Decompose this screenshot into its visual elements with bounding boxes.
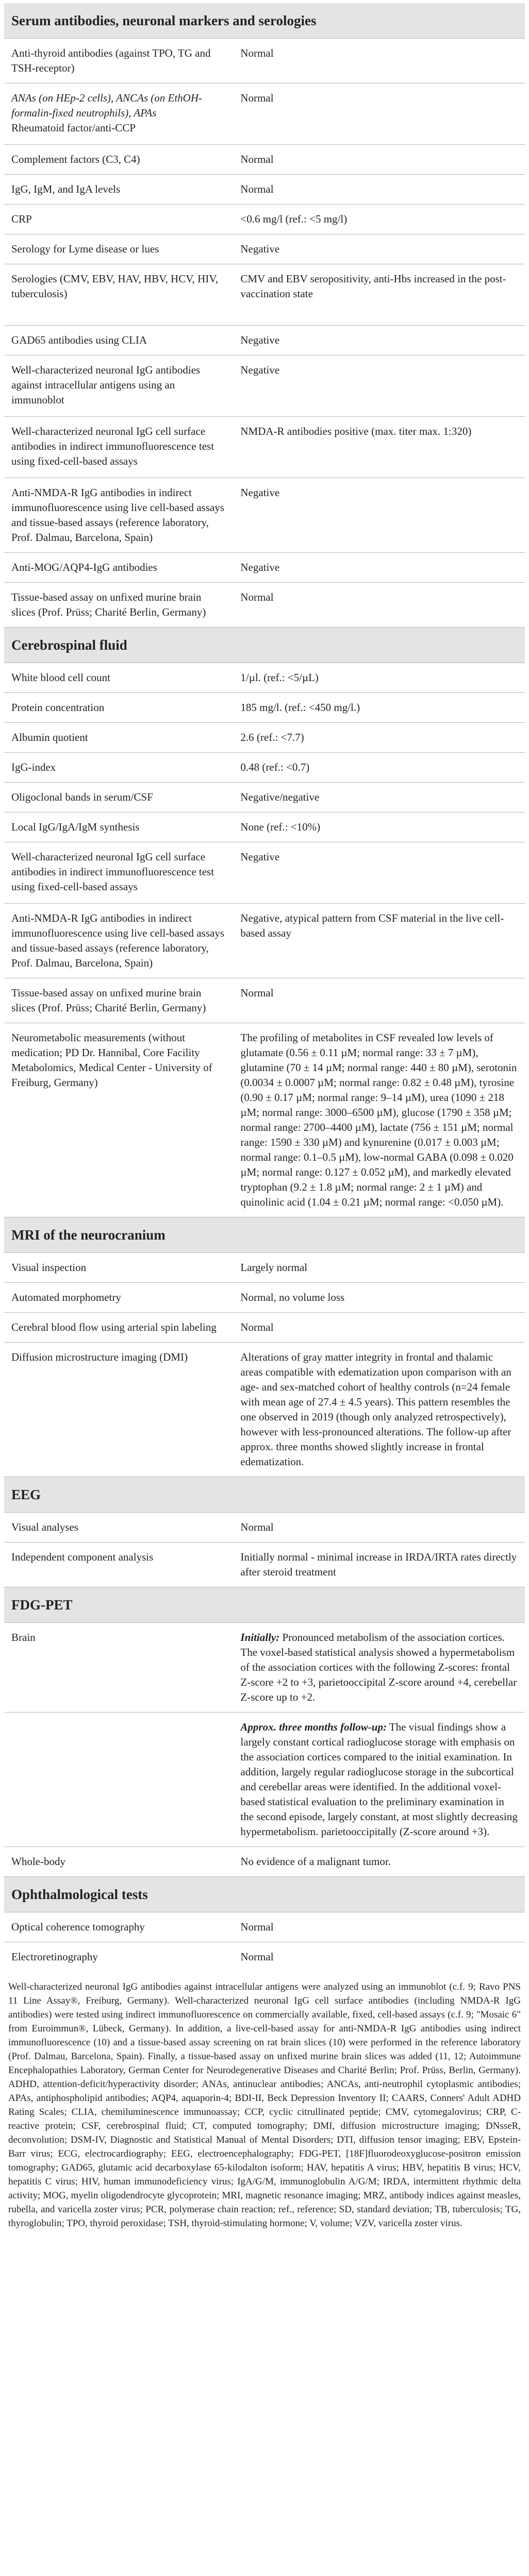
table-row	[4, 753, 525, 783]
row-label: Visual analyses	[4, 1513, 233, 1543]
table-row	[4, 1623, 525, 1713]
row-label: Tissue-based assay on unfixed murine brain slices (Prof. Prüss; Charité Berlin, Germany)	[4, 583, 233, 628]
table-row	[4, 1513, 525, 1543]
table-row	[4, 1023, 525, 1217]
row-label	[4, 83, 233, 145]
value-lead: Approx. three months follow-up:	[240, 1721, 387, 1733]
value-lead: Initially:	[240, 1631, 280, 1643]
row-label: Oligoclonal bands in serum/CSF	[4, 783, 233, 812]
row-label: Well-characterized neuronal IgG cell surface antibodies in indirect immunofluorescence test using fixed-cell-based assays	[4, 842, 233, 904]
row-label: IgG-index	[4, 753, 233, 783]
table-row	[4, 175, 525, 205]
table-row	[4, 83, 525, 145]
row-value: Negative	[233, 553, 525, 583]
section-title: MRI of the neurocranium	[4, 1217, 525, 1253]
row-label: Cerebral blood flow using arterial spin labeling	[4, 1313, 233, 1343]
section-title: FDG-PET	[4, 1587, 525, 1623]
row-label: White blood cell count	[4, 663, 233, 693]
row-value: Negative	[233, 478, 525, 553]
row-value: Normal, no volume loss	[233, 1283, 525, 1313]
table-row	[4, 904, 525, 978]
table-row	[4, 417, 525, 478]
row-value: Normal	[233, 583, 525, 628]
row-label: Albumin quotient	[4, 723, 233, 753]
section-header	[4, 1587, 525, 1623]
table-row	[4, 1713, 525, 1847]
row-value: 2.6 (ref.: <7.7)	[233, 723, 525, 753]
section-title: EEG	[4, 1477, 525, 1513]
section-header	[4, 3, 525, 39]
row-value: Normal	[233, 83, 525, 145]
row-value: Normal	[233, 1942, 525, 1972]
row-value: Negative	[233, 842, 525, 904]
table-row	[4, 723, 525, 753]
table-row	[4, 553, 525, 583]
row-value	[233, 1713, 525, 1847]
row-label: Protein concentration	[4, 693, 233, 723]
row-value: <0.6 mg/l (ref.: <5 mg/l)	[233, 205, 525, 234]
table-row	[4, 1942, 525, 1972]
row-label: Anti-NMDA-R IgG antibodies in indirect immunofluorescence using live cell-based assays and tissue-based assays (reference laboratory, Prof. Dalmau, Barcelona, Spain)	[4, 904, 233, 978]
row-label: Serology for Lyme disease or lues	[4, 234, 233, 264]
value-text: The visual findings show a largely constant cortical radioglucose storage with emphasis on the association cortices compared to the initial examination. In addition, largely regular radioglucose storage in the subcortical and cerebellar areas were identified. In the additional voxel-based statistical evaluation to the preliminary examination in the second episode, largely constant, at most slightly decreasing hypermetabolism. parietooccipitally (Z-score around +3).	[240, 1721, 518, 1838]
table-row	[4, 978, 525, 1023]
row-value: Normal	[233, 1513, 525, 1543]
row-value: Normal	[233, 145, 525, 175]
row-value: None (ref.: <10%)	[233, 812, 525, 842]
table-footnote: Well-characterized neuronal IgG antibodies against intracellular antigens were analyzed using an immunoblot (c.f. 9; Ravo PNS 11 Line Assay®, Freiburg, Germany). Well-characterized neuronal IgG cell surface antibodies (including NMDA-R IgG antibodies) were tested using indirect immunofluorescence on commercially available, fixed, cell-based assays (c.f. 9; "Mosaic 6" from Euroimmun®, Lübeck, Germany). In addition, a live-cell-based assay for anti-NMDA-R IgG antibodies using indirect immunofluorescence (10) and a tissue-based assay screening on rat brain slices (10) were performed in the reference laboratory (Prof. Dalmau, Barcelona, Spain). Finally, a tissue-based assay on unfixed murine brain slices was added (11, 12; Autoimmune Encephalopathies Laboratory, German Center for Neurodegenerative Diseases and Charité Berlin; Prof. Prüss, Berlin, Germany). ADHD, attention-deficit/hyperactivity disorder; ANAs, antinuclear antibodies; ANCAs, anti-neutrophil cytoplasmic antibodies; APAs, antiphospholipid antibodies; AQP4, aquaporin-4; BDI-II, Beck Depression Inventory II; CAARS, Conners' Adult ADHD Rating Scales; CLIA, chemiluminescence immunoassay; CCP, cyclic citrullinated peptide; CMV, cytomegalovirus; CRP, C-reactive protein; CSF, cerebrospinal fluid; CT, computed tomography; DMI, diffusion microstructure imaging; DNsseR, deconvolution; DSM-IV, Diagnostic and Statistical Manual of Mental Disorders; DTI, diffusion tensor imaging; EBV, Epstein-Barr virus; ECG, electrocardiography; EEG, electroencephalography; FDG-PET, [18F]fluorodeoxyglucose-positron emission tomography; GAD65, glutamic acid decarboxylase 65-kilodalton isoform; HAV, hepatitis A virus; HBV, hepatitis B virus; HCV, hepatitis C virus; HIV, human immunodeficiency virus; IgA/G/M, immunoglobulin A/G/M; IRDA, intermittent rhythmic delta activity; MOG, myelin oligodendrocyte glycoprotein; MRI, magnetic resonance imaging; MRZ, antibody indices against measles, rubella, and varicella zoster virus; PCR, polymerase chain reaction; ref., reference; SD, standard deviation; TB, tuberculosis; TG, thyroglobulin; TPO, thyroid peroxidase; TSH, thyroid-stimulating hormone; V, volume; VZV, varicella zoster virus.	[8, 1981, 521, 2229]
row-label: Neurometabolic measurements (without medication; PD Dr. Hannibal, Core Facility Metabolomics, Medical Center - University of Freiburg, Germany)	[4, 1023, 233, 1217]
row-value: Initially normal - minimal increase in IRDA/IRTA rates directly after steroid treatment	[233, 1543, 525, 1587]
table-row	[4, 583, 525, 628]
row-value	[233, 1623, 525, 1713]
row-value: Normal	[233, 1313, 525, 1343]
table-row	[4, 1253, 525, 1283]
section-header	[4, 1477, 525, 1513]
row-value: Negative, atypical pattern from CSF material in the live cell-based assay	[233, 904, 525, 978]
row-label	[4, 1713, 233, 1847]
row-label: Tissue-based assay on unfixed murine brain slices (Prof. Prüss; Charité Berlin, Germany)	[4, 978, 233, 1023]
row-label-line: Rheumatoid factor/anti-CCP	[11, 122, 136, 134]
row-label: Anti-NMDA-R IgG antibodies in indirect immunofluorescence using live cell-based assays and tissue-based assays (reference laboratory, Prof. Dalmau, Barcelona, Spain)	[4, 478, 233, 553]
section-header	[4, 1217, 525, 1253]
row-label: Well-characterized neuronal IgG antibodies against intracellular antigens using an immunoblot	[4, 355, 233, 417]
table-row	[4, 1283, 525, 1313]
row-value: NMDA-R antibodies positive (max. titer max. 1:320)	[233, 417, 525, 478]
value-text: Pronounced metabolism of the association cortices. The voxel-based statistical analysis showed a hypermetabolism of the association cortices with the following Z-scores: frontal Z-score +2 to +3, parietooccipital Z-score around +4, cerebellar Z-score up to +2.	[240, 1631, 517, 1703]
table-row	[4, 1313, 525, 1343]
row-value: Normal	[233, 978, 525, 1023]
table-row	[4, 478, 525, 553]
row-value: Negative	[233, 355, 525, 417]
row-value: 1/µl. (ref.: <5/µL)	[233, 663, 525, 693]
row-value: Negative/negative	[233, 783, 525, 812]
table-row	[4, 693, 525, 723]
row-label: Anti-MOG/AQP4-IgG antibodies	[4, 553, 233, 583]
table-row	[4, 145, 525, 175]
section-header	[4, 628, 525, 663]
table-row	[4, 812, 525, 842]
row-label: Whole-body	[4, 1847, 233, 1877]
row-label-line: ANAs (on HEp-2 cells), ANCAs (on EthOH-formalin-fixed neutrophils), APAs	[11, 92, 202, 119]
row-label: Anti-thyroid antibodies (against TPO, TG and TSH-receptor)	[4, 39, 233, 83]
row-label: IgG, IgM, and IgA levels	[4, 175, 233, 205]
row-label: Optical coherence tomography	[4, 1912, 233, 1942]
table-row	[4, 1912, 525, 1942]
row-value: Alterations of gray matter integrity in frontal and thalamic areas compatible with edematization upon comparison with an age- and sex-matched cohort of healthy controls (n=24 female with mean age of 27.4 ± 4.5 years). This pattern resembles the one observed in 2019 (though only analyzed retrospectively), however with less-pronounced alterations. The follow-up after approx. three months showed slightly increase in frontal edematization.	[233, 1343, 525, 1477]
table-row	[4, 205, 525, 234]
row-label: GAD65 antibodies using CLIA	[4, 326, 233, 355]
table-row	[4, 234, 525, 264]
section-header	[4, 1877, 525, 1912]
row-label: Complement factors (C3, C4)	[4, 145, 233, 175]
section-title: Ophthalmological tests	[4, 1877, 525, 1912]
row-value: No evidence of a malignant tumor.	[233, 1847, 525, 1877]
results-table	[4, 3, 525, 1972]
row-label: Local IgG/IgA/IgM synthesis	[4, 812, 233, 842]
row-value: Negative	[233, 326, 525, 355]
row-value: Largely normal	[233, 1253, 525, 1283]
row-label: Electroretinography	[4, 1942, 233, 1972]
row-value: The profiling of metabolites in CSF revealed low levels of glutamate (0.56 ± 0.11 µM; normal range: 33 ± 7 µM), glutamine (70 ± 14 µM; normal range: 440 ± 80 µM), serotonin (0.0034 ± 0.0007 µM; normal range: 0.82 ± 0.48 µM), tyrosine (0.90 ± 0.17 µM; normal range: 9–14 µM), urea (1090 ± 218 µM; normal range: 3000–6500 µM), glucose (1790 ± 358 µM; normal range: 2700–4400 µM), lactate (756 ± 151 µM; normal range: 1590 ± 330 µM) and kynurenine (0.017 ± 0.003 µM; normal range: 0.1–0.5 µM), low-normal GABA (0.098 ± 0.020 µM; normal range: 0.127 ± 0.052 µM), and markedly elevated tryptophan (9.2 ± 1.8 µM; normal range: 2 ± 1 µM) and quinolinic acid (1.04 ± 0.21 µM; normal range: <0.050 µM).	[233, 1023, 525, 1217]
row-label: Diffusion microstructure imaging (DMI)	[4, 1343, 233, 1477]
section-title: Cerebrospinal fluid	[4, 628, 525, 663]
table-row	[4, 842, 525, 904]
row-label: Well-characterized neuronal IgG cell surface antibodies in indirect immunofluorescence test using fixed-cell-based assays	[4, 417, 233, 478]
table-row	[4, 264, 525, 326]
row-value: Normal	[233, 175, 525, 205]
row-value: Negative	[233, 234, 525, 264]
table-row	[4, 1847, 525, 1877]
table-row	[4, 663, 525, 693]
row-label: Serologies (CMV, EBV, HAV, HBV, HCV, HIV, tuberculosis)	[4, 264, 233, 326]
table-row	[4, 355, 525, 417]
row-label: Independent component analysis	[4, 1543, 233, 1587]
row-value: CMV and EBV seropositivity, anti-Hbs increased in the post-vaccination state	[233, 264, 525, 326]
row-value: 0.48 (ref.: <0.7)	[233, 753, 525, 783]
row-label: Automated morphometry	[4, 1283, 233, 1313]
row-label: CRP	[4, 205, 233, 234]
row-value: Normal	[233, 39, 525, 83]
table-row	[4, 783, 525, 812]
row-value: Normal	[233, 1912, 525, 1942]
table-row	[4, 326, 525, 355]
table-row	[4, 1343, 525, 1477]
table-row	[4, 39, 525, 83]
table-row	[4, 1543, 525, 1587]
row-label: Brain	[4, 1623, 233, 1713]
section-title: Serum antibodies, neuronal markers and serologies	[4, 3, 525, 39]
row-value: 185 mg/l. (ref.: <450 mg/l.)	[233, 693, 525, 723]
row-label: Visual inspection	[4, 1253, 233, 1283]
